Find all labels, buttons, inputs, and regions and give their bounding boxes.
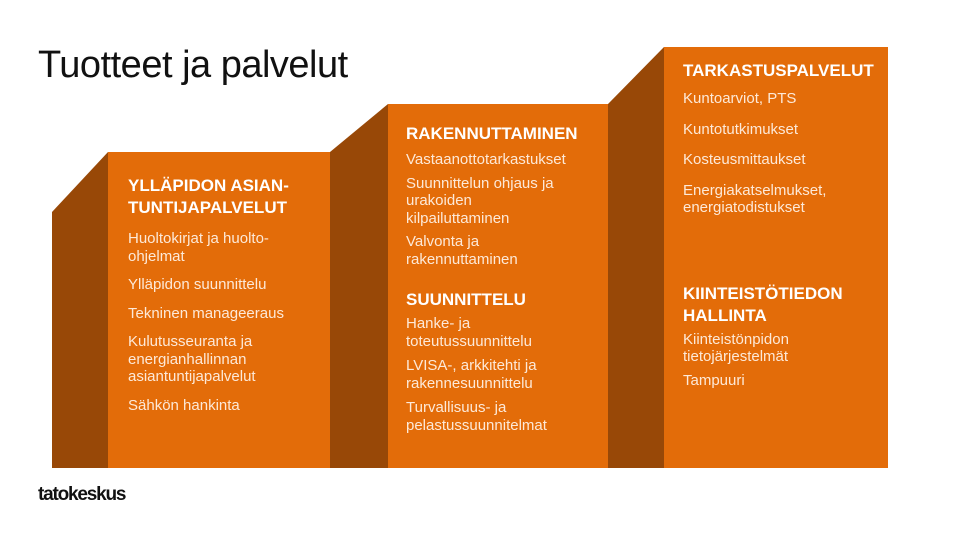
card-tarkastuspalvelut-heading: TARKASTUSPALVELUT	[683, 61, 874, 80]
list-item: Ylläpidon suunnittelu	[128, 276, 267, 293]
page-title: Tuotteet ja palvelut	[38, 44, 348, 86]
shadow-step-2	[330, 104, 388, 468]
list-item: Tekninen manageeraus	[128, 304, 284, 322]
list-item: Kosteusmittaukset	[683, 151, 806, 168]
company-logo: tatokeskus	[38, 484, 126, 505]
list-item: Kiinteistönpidon tietojärjestelmät	[683, 330, 789, 365]
card-rakennuttaminen-heading: RAKENNUTTAMINEN	[406, 124, 578, 143]
list-item: Turvallisuus- ja pelastussuunnitelmat	[406, 399, 547, 434]
list-item: Kuntotutkimukset	[683, 120, 799, 138]
card-rakennuttaminen	[388, 104, 608, 468]
list-item: Energiakatselmukset, energiatodistukset	[683, 181, 827, 216]
list-item: Hanke- ja toteutussuunnittelu	[406, 315, 532, 350]
list-item: Kulutusseuranta ja energianhallinnan asiantuntijapalvelut	[128, 333, 256, 385]
list-item: Valvonta ja rakennuttaminen	[406, 233, 518, 268]
card-tarkastuspalvelut	[664, 47, 888, 468]
list-item: Vastaanottotarkastukset	[406, 151, 566, 168]
list-item: Suunnittelun ohjaus ja urakoiden kilpailuttaminen	[406, 174, 554, 227]
list-item: Sähkön hankinta	[128, 396, 240, 414]
shadow-step-3	[608, 47, 664, 468]
card-yllapito	[108, 152, 330, 468]
shadow-step-1	[52, 152, 108, 468]
card-kiinteistotieto-heading: KIINTEISTÖTIEDON HALLINTA	[683, 283, 843, 325]
list-item: Kuntoarviot, PTS	[683, 90, 797, 107]
list-item: Huoltokirjat ja huolto- ohjelmat	[128, 230, 269, 265]
list-item: Tampuuri	[683, 371, 745, 389]
card-yllapito-heading: YLLÄPIDON ASIAN- TUNTIJAPALVELUT	[128, 176, 289, 217]
list-item: LVISA-, arkkitehti ja rakennesuunnittelu	[406, 357, 537, 392]
card-suunnittelu-heading: SUUNNITTELU	[406, 290, 526, 309]
